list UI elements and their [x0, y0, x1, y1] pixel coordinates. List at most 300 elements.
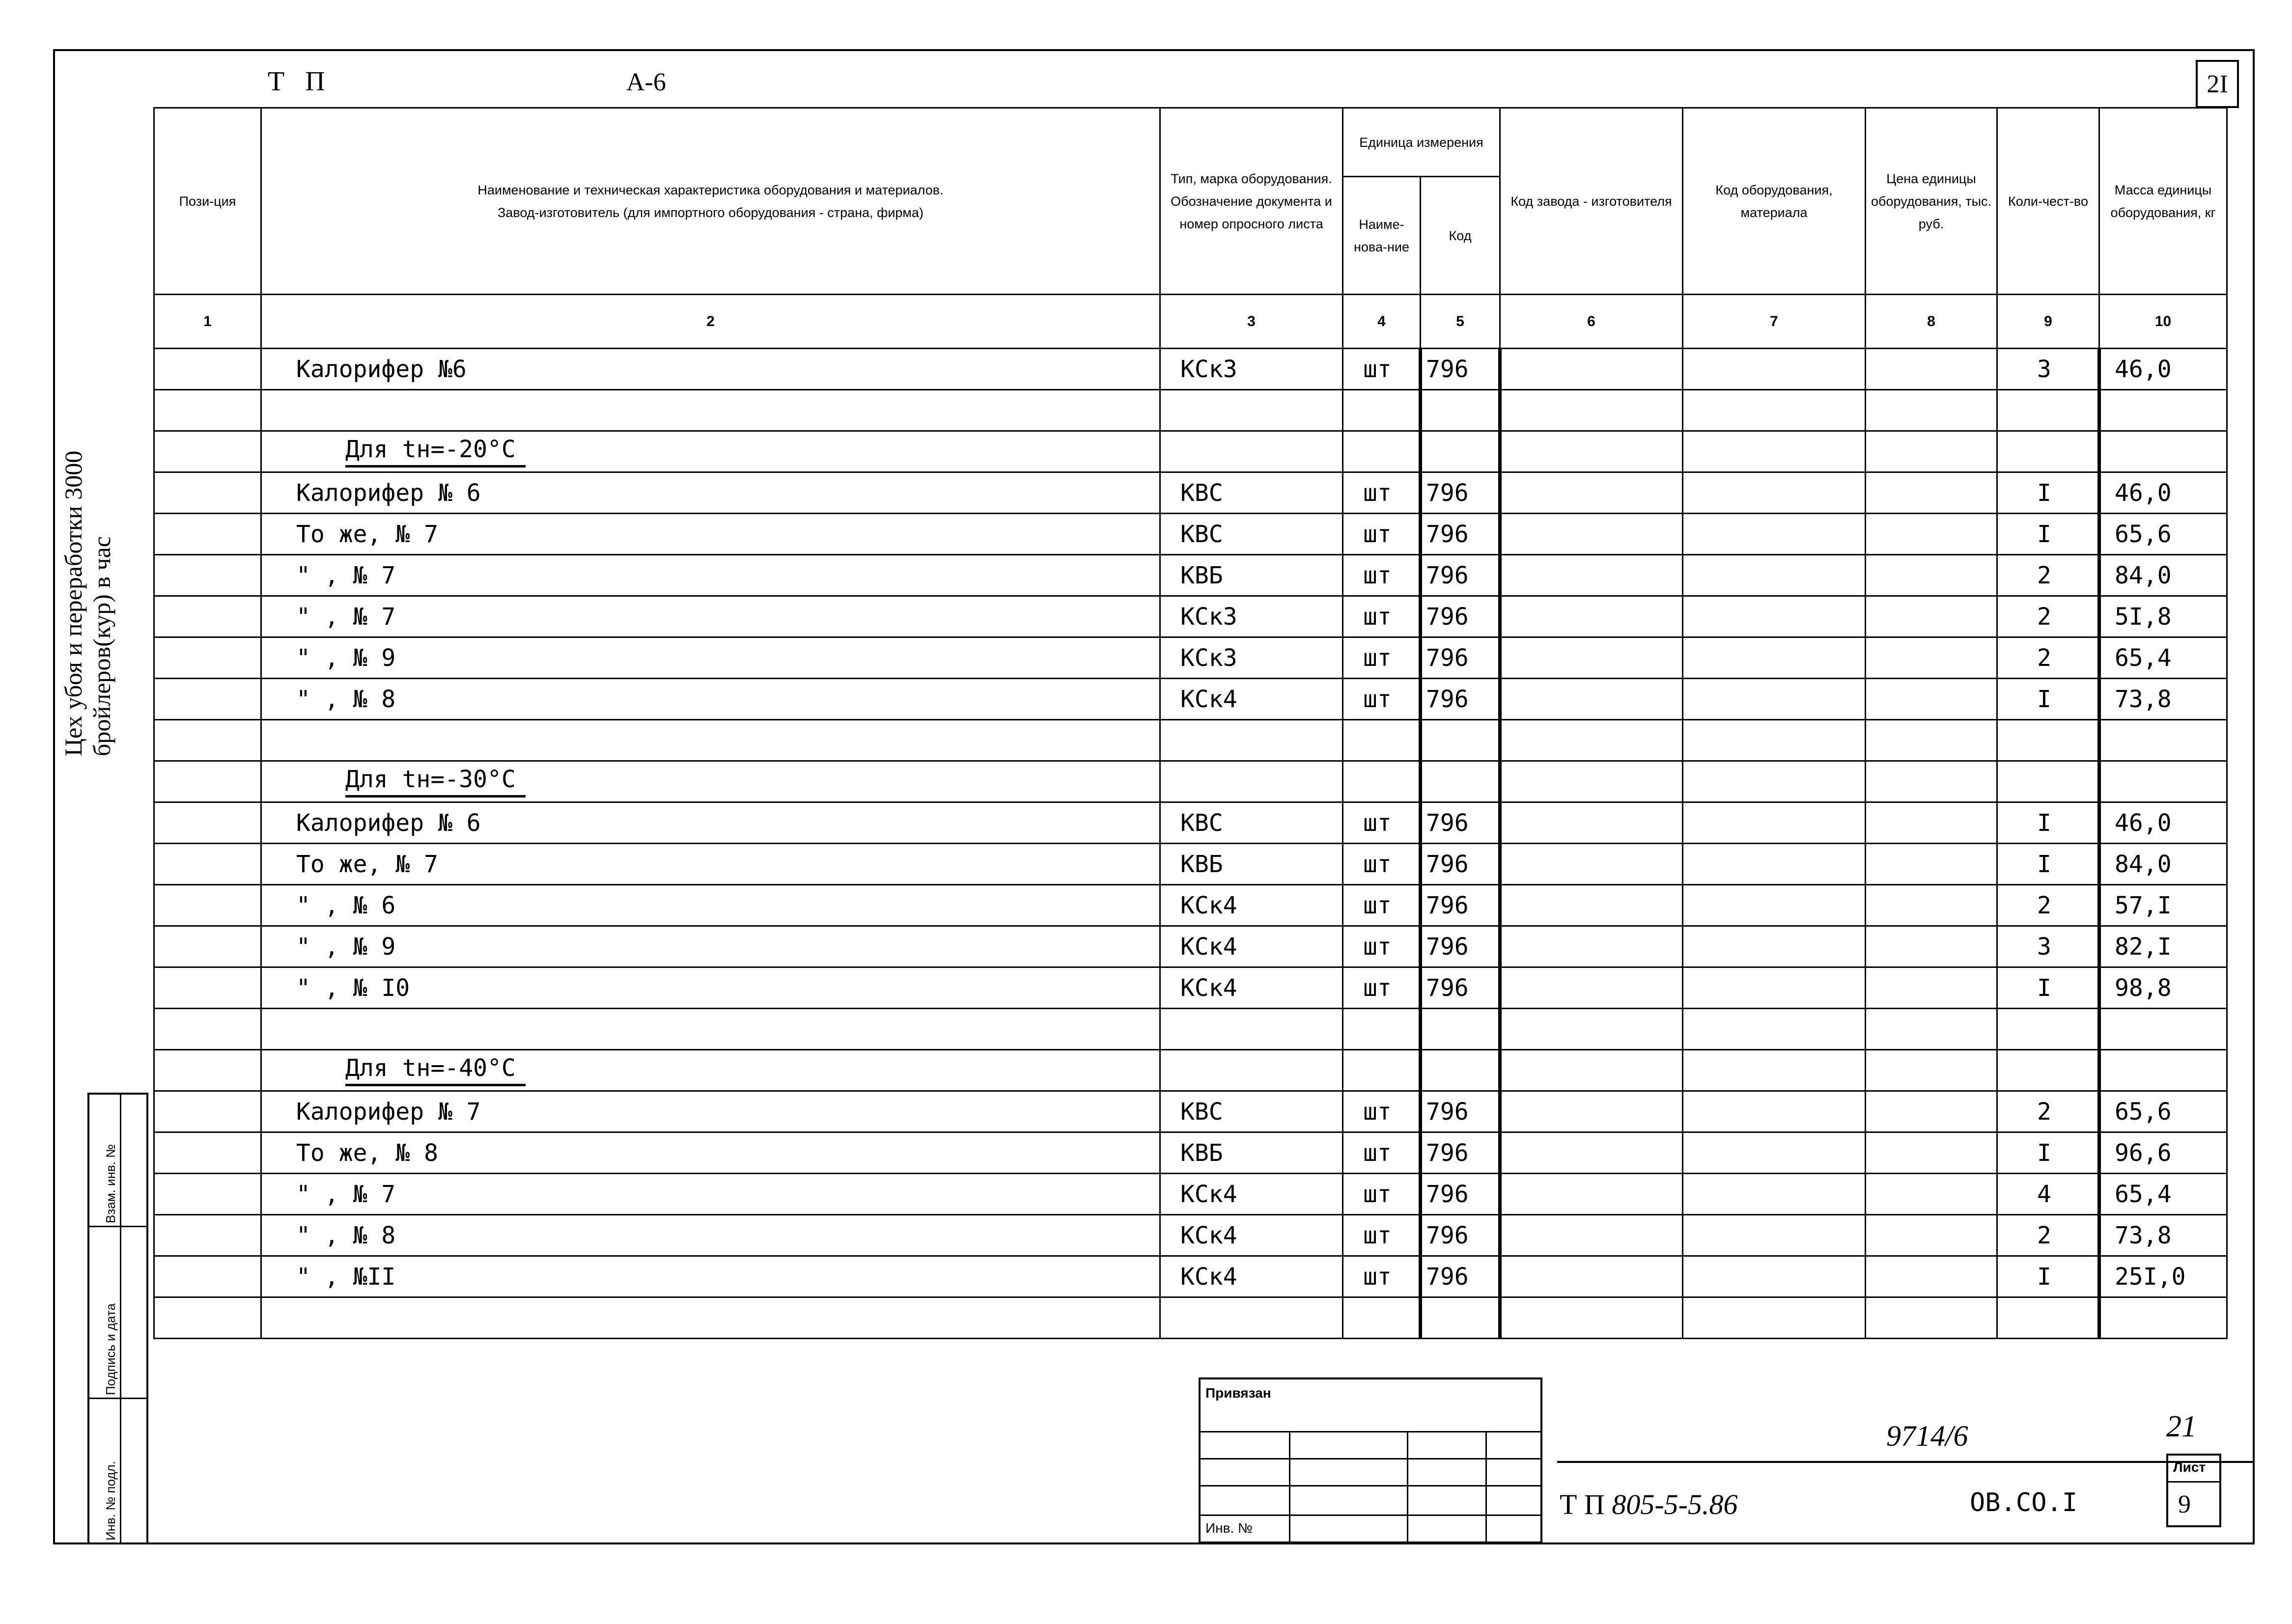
table-row: [154, 637, 2227, 679]
col-header-type: Тип, марка оборудования. Обозначение документа и номер опросного листа: [1160, 108, 1343, 295]
unit-code-cell: 796: [1421, 967, 1500, 1009]
position-cell: [154, 844, 261, 885]
price-cell: [1866, 967, 1997, 1009]
unit-code-cell: 796: [1421, 637, 1500, 679]
unit-name-cell: шт: [1343, 1215, 1421, 1256]
position-cell: [154, 555, 261, 596]
unit-code-cell: [1421, 390, 1500, 431]
type-cell: КВБ: [1160, 844, 1343, 885]
quantity-cell: I: [1997, 802, 2099, 844]
quantity-cell: I: [1997, 1256, 2099, 1297]
position-cell: [154, 1091, 261, 1132]
table-row: [154, 844, 2227, 885]
type-cell: КСк4: [1160, 1256, 1343, 1297]
position-cell: [154, 1256, 261, 1297]
type-cell: [1160, 431, 1343, 472]
unit-code-cell: 796: [1421, 844, 1500, 885]
factory-code-cell: [1500, 555, 1683, 596]
stamp-label-inv-podl: Инв. № подл.: [103, 1461, 118, 1541]
section-heading: Для tн=-20°С: [345, 436, 526, 468]
position-cell: [154, 885, 261, 926]
name-cell: Калорифер №6: [261, 349, 1160, 390]
table-row: [154, 926, 2227, 967]
type-cell: КВС: [1160, 802, 1343, 844]
type-cell: [1160, 1009, 1343, 1050]
side-title: Цех убоя и переработки 3000 бройлеров(кур) в час: [59, 450, 115, 756]
factory-code-cell: [1500, 844, 1683, 885]
binding-row-line: [1201, 1458, 1540, 1459]
quantity-cell: I: [1997, 514, 2099, 555]
position-cell: [154, 514, 261, 555]
unit-code-cell: 796: [1421, 679, 1500, 720]
unit-name-cell: шт: [1343, 596, 1421, 637]
name-cell: Калорифер № 6: [261, 802, 1160, 844]
factory-code-cell: [1500, 637, 1683, 679]
position-cell: [154, 1215, 261, 1256]
column-number-5: 5: [1421, 295, 1500, 349]
quantity-cell: [1997, 431, 2099, 472]
unit-code-cell: [1421, 1050, 1500, 1091]
quantity-cell: [1997, 1297, 2099, 1339]
mass-cell: 46,0: [2099, 802, 2227, 844]
stamp-cell-inv-podl: [89, 1399, 146, 1544]
position-cell: [154, 679, 261, 720]
factory-code-cell: [1500, 514, 1683, 555]
mass-cell: 57,I: [2099, 885, 2227, 926]
price-cell: [1866, 1009, 1997, 1050]
unit-name-cell: [1343, 1050, 1421, 1091]
equipment-code-cell: [1683, 1132, 1866, 1174]
equipment-code-cell: [1683, 885, 1866, 926]
unit-name-cell: шт: [1343, 555, 1421, 596]
equipment-code-cell: [1683, 1297, 1866, 1339]
name-cell: Калорифер № 6: [261, 472, 1160, 514]
name-cell: [261, 1009, 1160, 1050]
factory-code-cell: [1500, 472, 1683, 514]
blank-row: [154, 390, 2227, 431]
price-cell: [1866, 555, 1997, 596]
name-cell: " , № I0: [261, 967, 1160, 1009]
unit-name-cell: [1343, 1297, 1421, 1339]
unit-name-cell: шт: [1343, 802, 1421, 844]
unit-name-cell: шт: [1343, 844, 1421, 885]
price-cell: [1866, 1215, 1997, 1256]
col-header-mass: Масса единицы оборудования, кг: [2099, 108, 2227, 295]
column-number-1: 1: [154, 295, 261, 349]
list-number: 9: [2178, 1490, 2191, 1518]
type-cell: КСк4: [1160, 967, 1343, 1009]
factory-code-cell: [1500, 1256, 1683, 1297]
tp-code-value: 805-5-5.86: [1612, 1488, 1738, 1520]
unit-code-cell: 796: [1421, 596, 1500, 637]
table-row: [154, 967, 2227, 1009]
type-cell: КВС: [1160, 472, 1343, 514]
type-cell: [1160, 720, 1343, 761]
quantity-cell: 4: [1997, 1174, 2099, 1215]
unit-code-cell: 796: [1421, 555, 1500, 596]
type-cell: КВБ: [1160, 555, 1343, 596]
binding-col-line: [1407, 1431, 1408, 1541]
equipment-code-cell: [1683, 349, 1866, 390]
table-row: [154, 1132, 2227, 1174]
type-cell: КСк4: [1160, 679, 1343, 720]
position-cell: [154, 431, 261, 472]
position-cell: [154, 720, 261, 761]
factory-code-cell: [1500, 1091, 1683, 1132]
unit-code-cell: 796: [1421, 514, 1500, 555]
price-cell: [1866, 1297, 1997, 1339]
mass-cell: 65,4: [2099, 1174, 2227, 1215]
unit-name-cell: шт: [1343, 472, 1421, 514]
quantity-cell: [1997, 1050, 2099, 1091]
factory-code-cell: [1500, 1297, 1683, 1339]
position-cell: [154, 637, 261, 679]
mass-cell: 84,0: [2099, 555, 2227, 596]
price-cell: [1866, 761, 1997, 802]
price-cell: [1866, 390, 1997, 431]
column-number-6: 6: [1500, 295, 1683, 349]
blank-row: [154, 1297, 2227, 1339]
factory-code-cell: [1500, 1174, 1683, 1215]
blank-row: [154, 1009, 2227, 1050]
unit-name-cell: шт: [1343, 926, 1421, 967]
type-cell: КСк3: [1160, 637, 1343, 679]
unit-code-cell: 796: [1421, 1174, 1500, 1215]
price-cell: [1866, 637, 1997, 679]
unit-code-cell: [1421, 761, 1500, 802]
column-number-7: 7: [1683, 295, 1866, 349]
unit-code-cell: 796: [1421, 349, 1500, 390]
name-cell: " , № 8: [261, 679, 1160, 720]
col-header-name-line1: Наименование и техническая характеристика оборудования и материалов.: [477, 182, 944, 197]
unit-name-cell: шт: [1343, 1091, 1421, 1132]
section-row: [154, 1050, 2227, 1091]
name-cell: " , № 7: [261, 555, 1160, 596]
quantity-cell: 3: [1997, 349, 2099, 390]
quantity-cell: [1997, 720, 2099, 761]
factory-code-cell: [1500, 1132, 1683, 1174]
quantity-cell: 2: [1997, 555, 2099, 596]
price-cell: [1866, 844, 1997, 885]
column-number-3: 3: [1160, 295, 1343, 349]
table-row: [154, 679, 2227, 720]
mass-cell: 46,0: [2099, 472, 2227, 514]
factory-code-cell: [1500, 1009, 1683, 1050]
equipment-code-cell: [1683, 720, 1866, 761]
quantity-cell: 2: [1997, 596, 2099, 637]
table-row: [154, 1256, 2227, 1297]
quantity-cell: 2: [1997, 885, 2099, 926]
col-header-unit-group: Единица измерения: [1343, 108, 1500, 177]
unit-code-cell: [1421, 1297, 1500, 1339]
unit-name-cell: шт: [1343, 1174, 1421, 1215]
quantity-cell: 2: [1997, 1091, 2099, 1132]
price-cell: [1866, 514, 1997, 555]
equipment-code-cell: [1683, 596, 1866, 637]
price-cell: [1866, 679, 1997, 720]
position-cell: [154, 1297, 261, 1339]
price-cell: [1866, 472, 1997, 514]
mass-cell: [2099, 720, 2227, 761]
unit-name-cell: шт: [1343, 349, 1421, 390]
stamp-cell-signature: [89, 1227, 146, 1399]
name-cell: " , № 8: [261, 1215, 1160, 1256]
equipment-code-cell: [1683, 679, 1866, 720]
price-cell: [1866, 1174, 1997, 1215]
name-cell: То же, № 7: [261, 514, 1160, 555]
mass-cell: [2099, 1297, 2227, 1339]
quantity-cell: I: [1997, 679, 2099, 720]
type-cell: КСк4: [1160, 1215, 1343, 1256]
unit-name-cell: шт: [1343, 637, 1421, 679]
section-row: [154, 431, 2227, 472]
factory-code-cell: [1500, 431, 1683, 472]
mass-cell: 73,8: [2099, 679, 2227, 720]
position-cell: [154, 472, 261, 514]
name-cell: [261, 1297, 1160, 1339]
name-cell: То же, № 7: [261, 844, 1160, 885]
left-stamp: [87, 1093, 148, 1544]
column-number-10: 10: [2099, 295, 2227, 349]
position-cell: [154, 802, 261, 844]
equipment-code-cell: [1683, 637, 1866, 679]
price-cell: [1866, 349, 1997, 390]
table-row: [154, 349, 2227, 390]
unit-code-cell: 796: [1421, 1256, 1500, 1297]
name-cell: " , №II: [261, 1256, 1160, 1297]
name-cell: [261, 761, 1160, 802]
factory-code-cell: [1500, 802, 1683, 844]
unit-name-cell: [1343, 761, 1421, 802]
quantity-cell: 3: [1997, 926, 2099, 967]
equipment-code-cell: [1683, 1050, 1866, 1091]
col-header-equipment-code: Код оборудования, материала: [1683, 108, 1866, 295]
unit-code-cell: 796: [1421, 1215, 1500, 1256]
equipment-code-cell: [1683, 514, 1866, 555]
equipment-code-cell: [1683, 1256, 1866, 1297]
factory-code-cell: [1500, 679, 1683, 720]
unit-code-cell: 796: [1421, 472, 1500, 514]
title-block-line: [1557, 1461, 2255, 1463]
mass-cell: 5I,8: [2099, 596, 2227, 637]
name-cell: " , № 9: [261, 637, 1160, 679]
factory-code-cell: [1500, 761, 1683, 802]
column-number-4: 4: [1343, 295, 1421, 349]
header-album: А-6: [626, 68, 666, 96]
equipment-code-cell: [1683, 1174, 1866, 1215]
tp-prefix: Т П: [1560, 1488, 1605, 1520]
type-cell: [1160, 1050, 1343, 1091]
type-cell: КСк4: [1160, 1174, 1343, 1215]
mass-cell: 65,6: [2099, 1091, 2227, 1132]
quantity-cell: [1997, 1009, 2099, 1050]
table-row: [154, 885, 2227, 926]
binding-inv-label: Инв. №: [1205, 1520, 1253, 1536]
name-cell: [261, 431, 1160, 472]
section-heading: Для tн=-40°С: [345, 1054, 526, 1086]
name-cell: " , № 6: [261, 885, 1160, 926]
mass-cell: 65,6: [2099, 514, 2227, 555]
equipment-code-cell: [1683, 926, 1866, 967]
unit-code-cell: 796: [1421, 926, 1500, 967]
factory-code-cell: [1500, 720, 1683, 761]
header-tp: Т П: [268, 66, 332, 97]
mass-cell: [2099, 1009, 2227, 1050]
position-cell: [154, 1050, 261, 1091]
mass-cell: 82,I: [2099, 926, 2227, 967]
mass-cell: 65,4: [2099, 637, 2227, 679]
binding-row-line: [1201, 1514, 1540, 1516]
table-row: [154, 472, 2227, 514]
unit-code-cell: 796: [1421, 885, 1500, 926]
mass-cell: [2099, 390, 2227, 431]
quantity-cell: [1997, 390, 2099, 431]
type-cell: КВС: [1160, 1091, 1343, 1132]
table-row: [154, 1174, 2227, 1215]
name-cell: [261, 1050, 1160, 1091]
unit-code-cell: 796: [1421, 1132, 1500, 1174]
position-cell: [154, 761, 261, 802]
col-header-factory-code: Код завода - изготовителя: [1500, 108, 1683, 295]
factory-code-cell: [1500, 349, 1683, 390]
price-cell: [1866, 1050, 1997, 1091]
binding-col-line: [1289, 1431, 1290, 1541]
factory-code-cell: [1500, 1215, 1683, 1256]
equipment-code-cell: [1683, 390, 1866, 431]
col-header-name: [261, 108, 1160, 295]
specification-table: [153, 107, 2228, 1339]
equipment-code-cell: [1683, 472, 1866, 514]
factory-code-cell: [1500, 390, 1683, 431]
list-box: [2166, 1454, 2221, 1527]
position-cell: [154, 926, 261, 967]
position-cell: [154, 390, 261, 431]
equipment-code-cell: [1683, 967, 1866, 1009]
mass-cell: [2099, 761, 2227, 802]
table-row: [154, 596, 2227, 637]
type-cell: КВС: [1160, 514, 1343, 555]
type-cell: [1160, 1297, 1343, 1339]
type-cell: КСк4: [1160, 885, 1343, 926]
table-row: [154, 514, 2227, 555]
unit-code-cell: [1421, 431, 1500, 472]
quantity-cell: I: [1997, 967, 2099, 1009]
equipment-code-cell: [1683, 1215, 1866, 1256]
unit-name-cell: [1343, 1009, 1421, 1050]
unit-name-cell: шт: [1343, 514, 1421, 555]
sheet-number-box: 2I: [2196, 60, 2239, 108]
mass-cell: [2099, 431, 2227, 472]
equipment-code-cell: [1683, 555, 1866, 596]
column-number-9: 9: [1997, 295, 2099, 349]
type-cell: КСк3: [1160, 596, 1343, 637]
quantity-cell: [1997, 761, 2099, 802]
name-cell: То же, № 8: [261, 1132, 1160, 1174]
document-number: 9714/6: [1886, 1420, 1968, 1452]
mass-cell: 96,6: [2099, 1132, 2227, 1174]
equipment-code-cell: [1683, 761, 1866, 802]
position-cell: [154, 967, 261, 1009]
unit-name-cell: шт: [1343, 1132, 1421, 1174]
name-cell: [261, 720, 1160, 761]
list-label: Лист: [2173, 1459, 2206, 1475]
table-row: [154, 555, 2227, 596]
blank-row: [154, 720, 2227, 761]
unit-code-cell: [1421, 1009, 1500, 1050]
name-cell: [261, 390, 1160, 431]
ob-code: ОВ.СО.I: [1970, 1488, 2078, 1517]
price-cell: [1866, 1091, 1997, 1132]
quantity-cell: 2: [1997, 1215, 2099, 1256]
price-cell: [1866, 802, 1997, 844]
binding-row-line: [1201, 1431, 1540, 1432]
binding-row-line: [1201, 1485, 1540, 1486]
unit-name-cell: шт: [1343, 679, 1421, 720]
unit-name-cell: [1343, 431, 1421, 472]
list-separator: [2168, 1481, 2219, 1483]
type-cell: [1160, 390, 1343, 431]
mass-cell: 98,8: [2099, 967, 2227, 1009]
col-header-position: Пози-ция: [154, 108, 261, 295]
col-header-unit-name: Наиме-нова-ние: [1343, 177, 1421, 295]
stamp-label-signature: Подпись и дата: [103, 1303, 118, 1395]
equipment-code-cell: [1683, 802, 1866, 844]
unit-code-cell: 796: [1421, 802, 1500, 844]
factory-code-cell: [1500, 967, 1683, 1009]
price-cell: [1866, 926, 1997, 967]
unit-name-cell: шт: [1343, 967, 1421, 1009]
table-row: [154, 1215, 2227, 1256]
section-heading: Для tн=-30°С: [345, 766, 526, 798]
price-cell: [1866, 1256, 1997, 1297]
col-header-unit-code: Код: [1421, 177, 1500, 295]
unit-name-cell: [1343, 720, 1421, 761]
column-number-8: 8: [1866, 295, 1997, 349]
position-cell: [154, 1009, 261, 1050]
table-row: [154, 1091, 2227, 1132]
name-cell: " , № 7: [261, 1174, 1160, 1215]
equipment-code-cell: [1683, 1091, 1866, 1132]
type-cell: КСк4: [1160, 926, 1343, 967]
equipment-code-cell: [1683, 1009, 1866, 1050]
factory-code-cell: [1500, 1050, 1683, 1091]
quantity-cell: 2: [1997, 637, 2099, 679]
equipment-code-cell: [1683, 431, 1866, 472]
unit-code-cell: [1421, 720, 1500, 761]
binding-label: Привязан: [1205, 1385, 1271, 1401]
mass-cell: 73,8: [2099, 1215, 2227, 1256]
table-row: [154, 802, 2227, 844]
unit-name-cell: [1343, 390, 1421, 431]
mass-cell: 84,0: [2099, 844, 2227, 885]
factory-code-cell: [1500, 885, 1683, 926]
stamp-cell-vzam: [89, 1095, 146, 1227]
price-cell: [1866, 885, 1997, 926]
column-number-2: 2: [261, 295, 1160, 349]
col-header-price: Цена единицы оборудования, тыс. руб.: [1866, 108, 1997, 295]
position-cell: [154, 349, 261, 390]
unit-code-cell: 796: [1421, 1091, 1500, 1132]
mass-cell: 25I,0: [2099, 1256, 2227, 1297]
type-cell: [1160, 761, 1343, 802]
col-header-quantity: Коли-чест-во: [1997, 108, 2099, 295]
section-row: [154, 761, 2227, 802]
mass-cell: 46,0: [2099, 349, 2227, 390]
unit-name-cell: шт: [1343, 1256, 1421, 1297]
quantity-cell: I: [1997, 844, 2099, 885]
quantity-cell: I: [1997, 472, 2099, 514]
position-cell: [154, 1132, 261, 1174]
